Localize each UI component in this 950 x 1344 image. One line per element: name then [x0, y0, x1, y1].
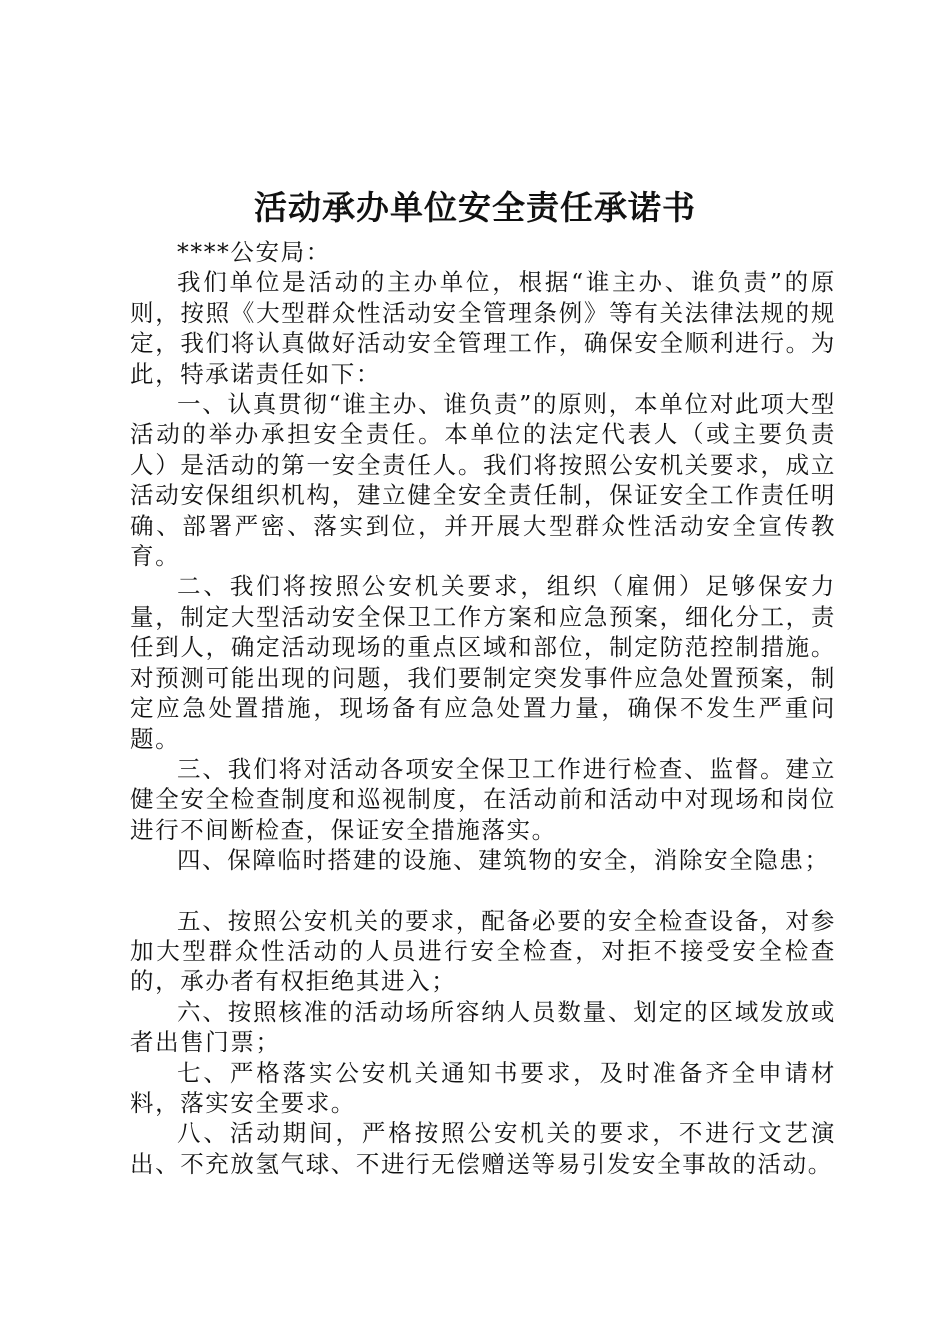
document-body [130, 237, 836, 1179]
paragraph-spacer [130, 876, 836, 906]
paragraph-item-1: 一、认真贯彻“谁主办、谁负责”的原则，本单位对此项大型活动的举办承担安全责任。本单位的法定代表人（或主要负责人）是活动的第一安全责任人。我们将按照公安机关要求，成立活动安保组织机构，建立健全安全责任制，保证安全工作责任明确、部署严密、落实到位，并开展大型群众性活动安全宣传教育。 [130, 390, 836, 571]
paragraph-intro: 我们单位是活动的主办单位，根据“谁主办、谁负责”的原则，按照《大型群众性活动安全管理条例》等有关法律法规的规定，我们将认真做好活动安全管理工作，确保安全顺利进行。为此，特承诺责任如下： [130, 268, 836, 388]
paragraph-item-8: 八、活动期间，严格按照公安机关的要求，不进行文艺演出、不充放氢气球、不进行无偿赠送等易引发安全事故的活动。 [130, 1119, 836, 1178]
paragraph-item-6: 六、按照核准的活动场所容纳人员数量、划定的区域发放或者出售门票； [130, 997, 836, 1057]
paragraph-item-4: 四、保障临时搭建的设施、建筑物的安全，消除安全隐患； [177, 846, 830, 875]
paragraph-item-7: 七、严格落实公安机关通知书要求，及时准备齐全申请材料，落实安全要求。 [130, 1058, 836, 1117]
document-title: 活动承办单位安全责任承诺书 [254, 188, 696, 227]
paragraph-item-5: 五、按照公安机关的要求，配备必要的安全检查设备，对参加大型群众性活动的人员进行安全检查，对拒不接受安全检查的，承办者有权拒绝其进入； [130, 906, 836, 996]
paragraph-item-2: 二、我们将按照公安机关要求，组织（雇佣）足够保安力量，制定大型活动安全保卫工作方案和应急预案，细化分工，责任到人，确定活动现场的重点区域和部位，制定防范控制措施。对预测可能出现的问题，我们要制定突发事件应急处置预案，制定应急处置措施，现场备有应急处置力量，确保不发生严重问题。 [130, 572, 836, 753]
salutation: ****公安局： [177, 238, 331, 266]
paragraph-item-3: 三、我们将对活动各项安全保卫工作进行检查、监督。建立健全安全检查制度和巡视制度，在活动前和活动中对现场和岗位进行不间断检查，保证安全措施落实。 [130, 754, 836, 844]
